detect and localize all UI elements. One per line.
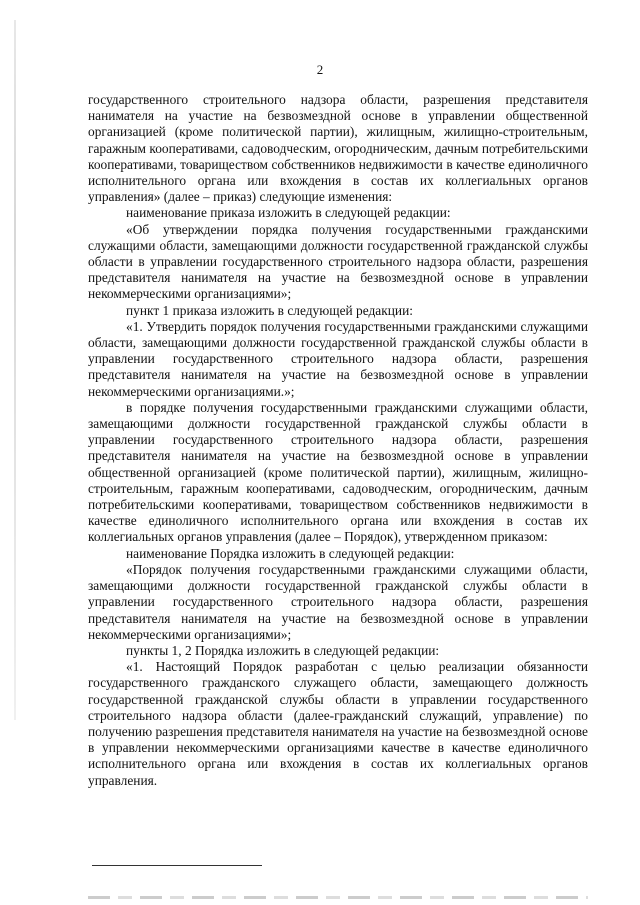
paragraph: «1. Настоящий Порядок разработан с целью реализации обязанности государственного гражданского служащего области, замещающего должность государственной гражданской службы области в управлении государственного строительного надзора области (далее-гражданский служащий, управление) по получению разрешения представителя нанимателя на участие на безвозмездной основе в управлении некоммерческими организациями качестве в качестве единоличного исполнительного органа или вхождения в состав их коллегиальных органов управления.: [88, 659, 588, 788]
paragraph: наименование Порядка изложить в следующей редакции:: [126, 545, 455, 561]
footnote-divider: [92, 865, 262, 866]
paragraph: наименование приказа изложить в следующей редакции:: [126, 205, 451, 221]
paragraph: «Порядок получения государственными гражданскими служащими области, замещающими должности государственной гражданской службы области в управлении государственного строительного надзора области, разрешения представителя нанимателя на участие на безвозмездной основе в управлении некоммерческими организациями»;: [88, 561, 588, 642]
scan-edge-artifact: [14, 20, 16, 720]
paragraph: пункты 1, 2 Порядка изложить в следующей редакции:: [126, 642, 440, 658]
paragraph: в порядке получения государственными гражданскими служащими области, замещающими должности государственной гражданской службы области в управлении государственного строительного надзора области, разрешения представителя нанимателя на участие на безвозмездной основе в управлении общественной организацией (кроме политической партии), жилищным, жилищно-строительным, гаражным кооперативами, садоводческим, огородническим, дачным потребительскими кооперативами, товариществом собственников недвижимости в качестве единоличного исполнительного органа или вхождения в состав их коллегиальных органов управления (далее – Порядок), утвержденном приказом:: [88, 399, 588, 545]
paragraph: «Об утверждении порядка получения государственными гражданскими служащими области, замещающими должности государственной гражданской службы области в управлении государственного строительного надзора области, разрешения представителя нанимателя на участие на безвозмездной основе в управлении некоммерческими организациями»;: [88, 221, 588, 302]
paragraph: «1. Утвердить порядок получения государственными гражданскими служащими области, замещающими должности государственной гражданской службы области в управлении государственного строительного надзора области, разрешения представителя нанимателя на участие на безвозмездной основе в управлении некоммерческими организациями.»;: [88, 318, 588, 399]
document-body: [88, 92, 588, 789]
paragraph: пункт 1 приказа изложить в следующей редакции:: [126, 302, 413, 318]
scan-bottom-artifact: [88, 896, 588, 899]
paragraph: государственного строительного надзора области, разрешения представителя нанимателя на участие на безвозмездной основе в управлении общественной организацией (кроме политической партии), жилищным, жилищно-строительным, гаражным кооперативами, садоводческим, огородническим, дачным потребительскими кооперативами, товариществом собственников недвижимости в качестве единоличного исполнительного органа или вхождения в состав их коллегиальных органов управления» (далее – приказ) следующие изменения:: [88, 92, 588, 205]
page-number: 2: [316, 62, 324, 77]
